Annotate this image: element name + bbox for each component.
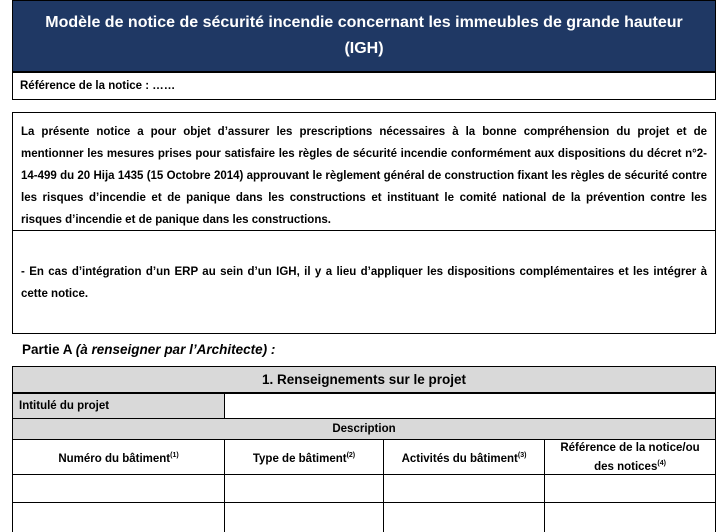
col-reference-sup: (4) bbox=[657, 459, 666, 467]
section-1-title: 1. Renseignements sur le projet bbox=[261, 372, 467, 387]
intitule-input[interactable] bbox=[224, 393, 716, 419]
intro-text: La présente notice a pour objet d’assurer les prescriptions nécessaires à la bonne compréhension du projet et de mentionner les mesures prises pour satisfaire les règles de sécurité incendie conformément aux dispositions du décret n°2-14-499 du 20 Hija 1435 (15 Octobre 2014) approuvant le règlement général de construction fixant les règles de sécurité contre les risques d’incendie et de panique dans les constructions et instituant le comité national de la prévention contre les risques d’incendie et de panique dans les constructions. bbox=[21, 126, 707, 226]
intitule-label-cell bbox=[12, 393, 225, 419]
col-type-sup: (2) bbox=[346, 451, 356, 459]
row2-activites-cell[interactable] bbox=[383, 502, 545, 532]
partie-a-heading bbox=[22, 342, 275, 357]
erp-note-text: - En cas d’intégration d’un ERP au sein d’un IGH, il y a lieu d’appliquer les dispositions complémentaires et les intégrer à cette notice. bbox=[21, 266, 707, 300]
row1-activites-cell[interactable] bbox=[383, 474, 545, 503]
row1-numero-cell[interactable] bbox=[12, 474, 225, 503]
col-type-label: Type de bâtiment bbox=[252, 452, 347, 465]
row2-numero-cell[interactable] bbox=[12, 502, 225, 532]
reference-field bbox=[12, 72, 716, 100]
partie-a-label: Partie A bbox=[22, 342, 76, 357]
col-numero-sup: (1) bbox=[170, 451, 179, 459]
col-activites-sup: (3) bbox=[517, 451, 527, 459]
row2-type-cell[interactable] bbox=[224, 502, 384, 532]
col-reference-notice bbox=[544, 439, 716, 475]
intro-box bbox=[12, 112, 716, 230]
row1-type-cell[interactable] bbox=[224, 474, 384, 503]
erp-note-box bbox=[12, 230, 716, 334]
row1-reference-cell[interactable] bbox=[544, 474, 716, 503]
intitule-label: Intitulé du projet bbox=[19, 400, 110, 412]
description-label: Description bbox=[332, 423, 396, 435]
partie-a-note: (à renseigner par l’Architecte) : bbox=[75, 342, 276, 357]
section-1-header bbox=[12, 366, 716, 393]
col-numero-batiment bbox=[12, 439, 225, 475]
row2-reference-cell[interactable] bbox=[544, 502, 716, 532]
col-activites-label: Activités du bâtiment bbox=[401, 452, 518, 465]
document-title bbox=[12, 0, 716, 72]
description-header bbox=[12, 418, 716, 440]
col-type-batiment bbox=[224, 439, 384, 475]
col-activites-batiment bbox=[383, 439, 545, 475]
col-numero-label: Numéro du bâtiment bbox=[58, 452, 171, 465]
reference-label: Référence de la notice : …… bbox=[20, 80, 176, 92]
document-title-text: Modèle de notice de sécurité incendie concernant les immeubles de grande hauteur (IGH) bbox=[45, 14, 683, 57]
col-reference-label: Référence de la notice/ou des notices bbox=[560, 441, 700, 473]
